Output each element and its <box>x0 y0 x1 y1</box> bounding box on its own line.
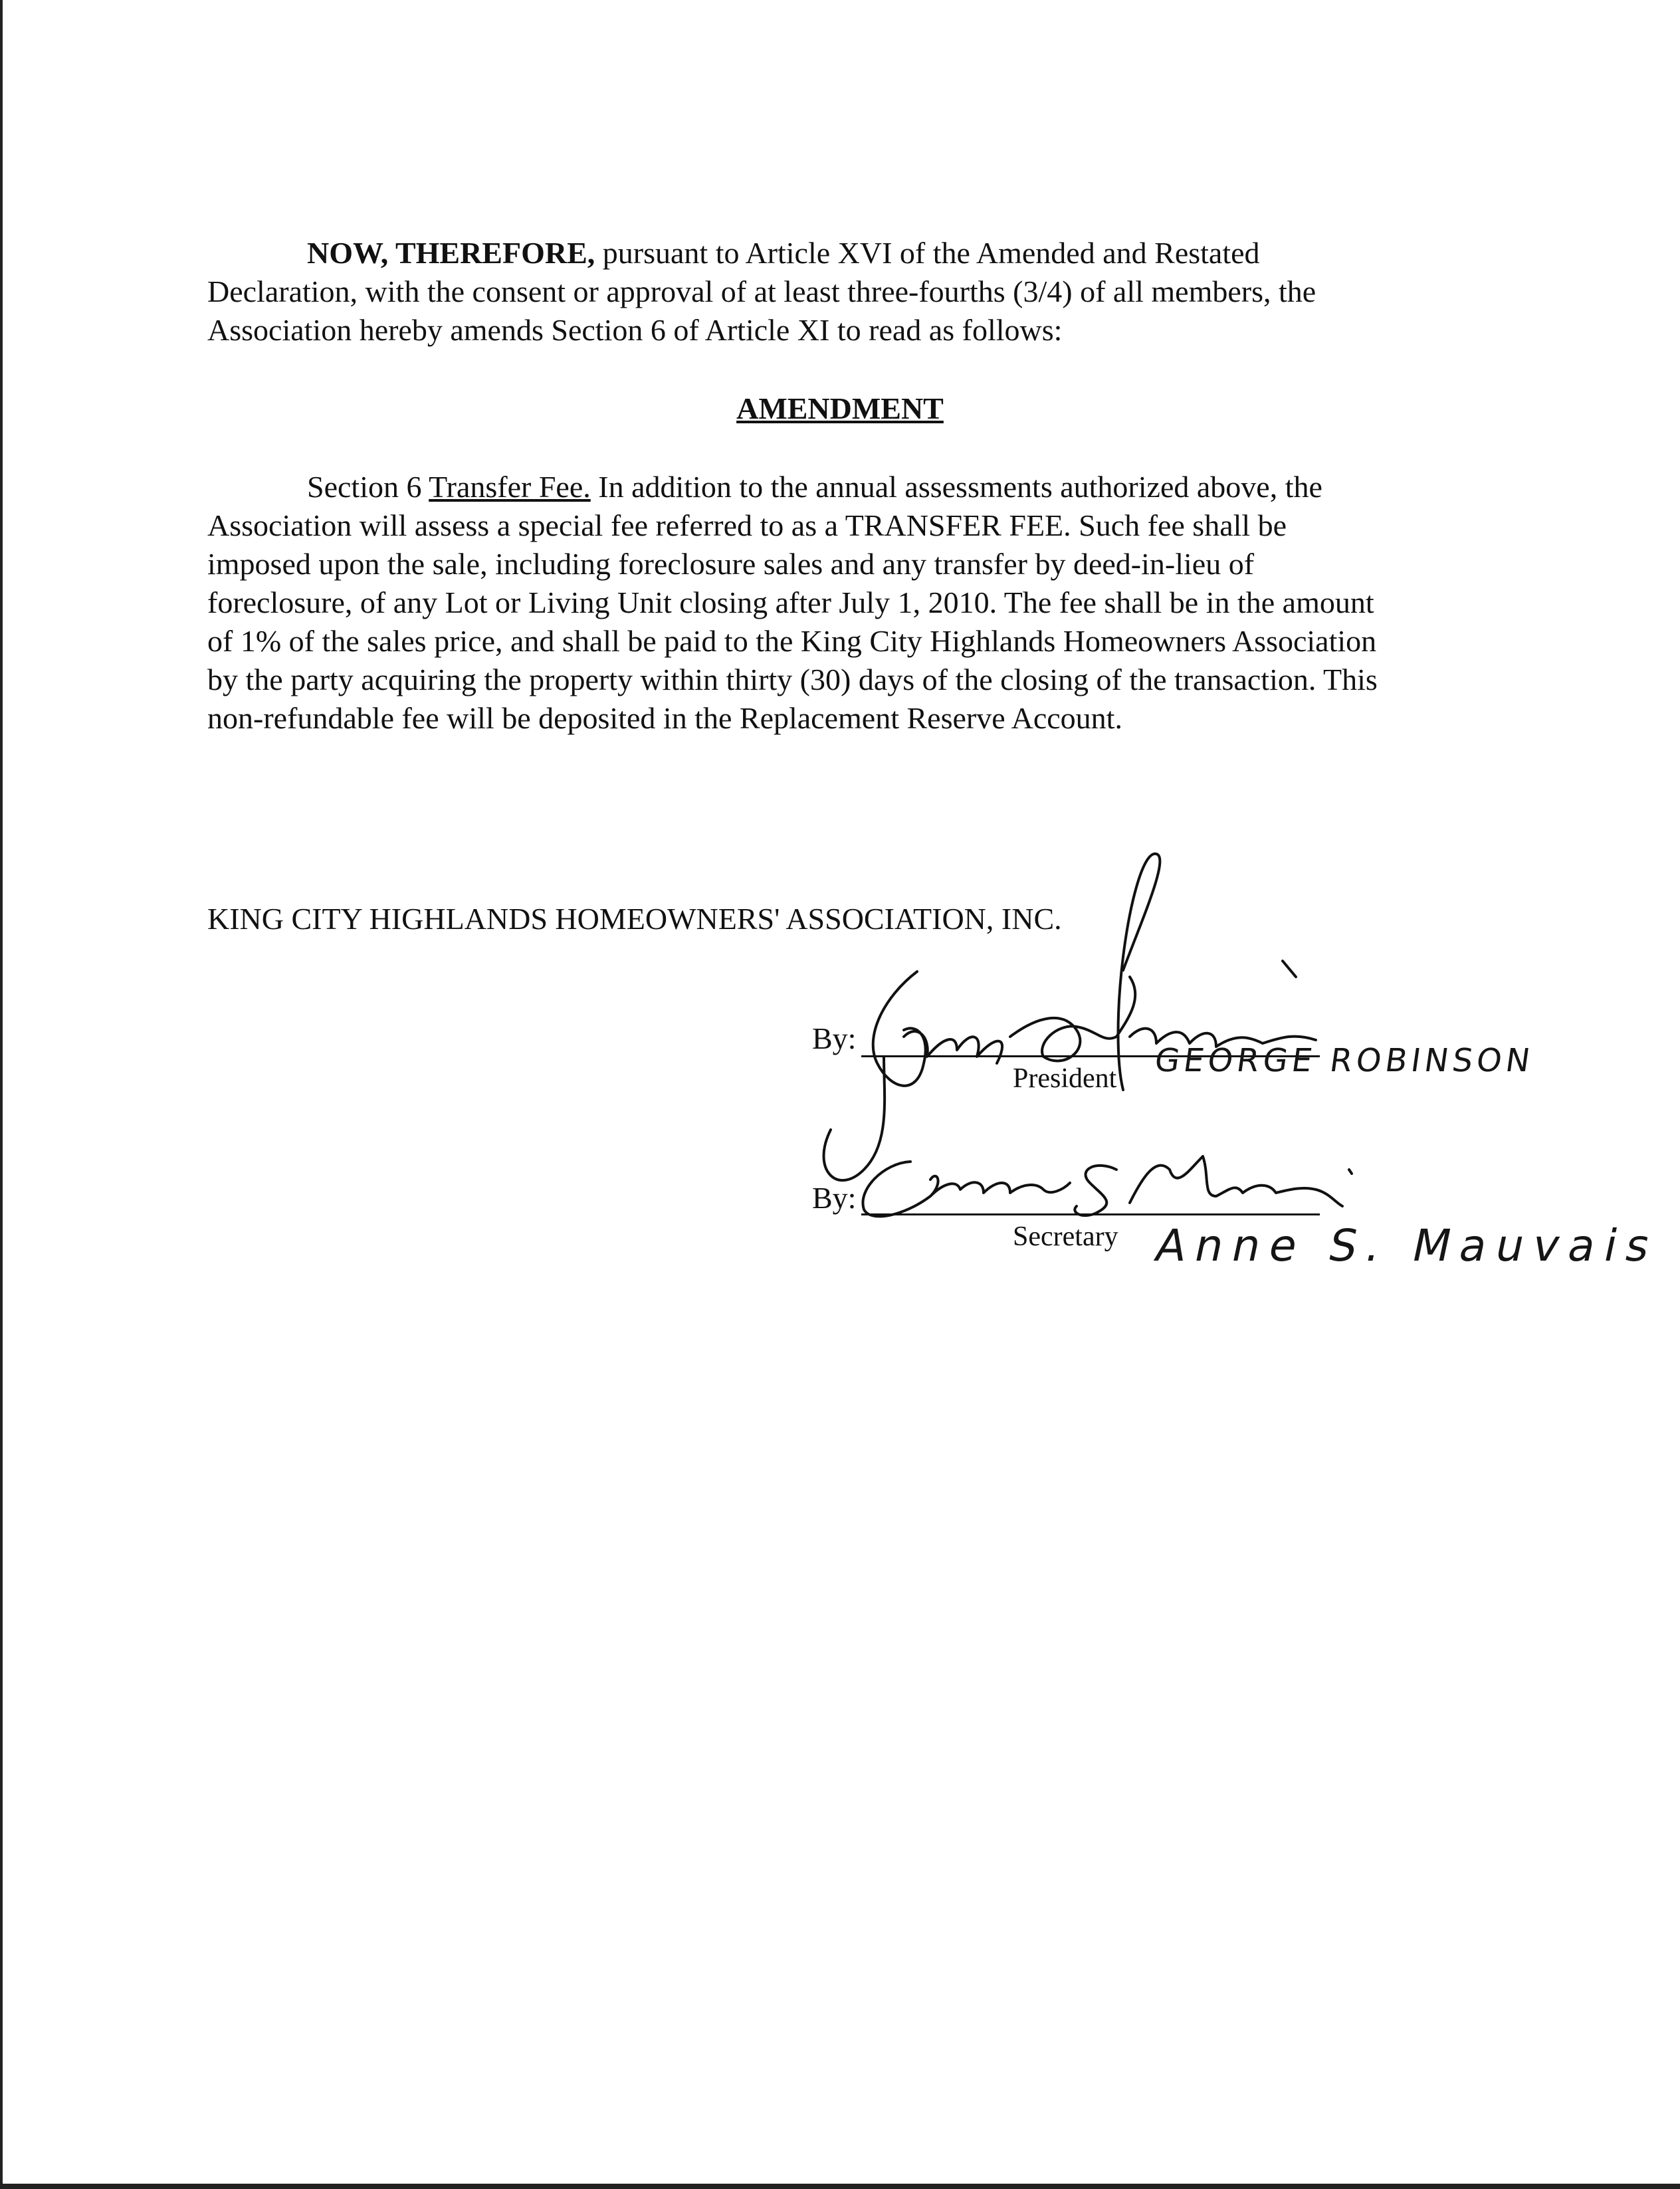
intro-paragraph <box>207 234 1510 350</box>
secretary-signature <box>863 1156 1352 1216</box>
president-role-label: President <box>1013 1063 1117 1094</box>
amendment-line-7: non-refundable fee will be deposited in the Replacement Reserve Account. <box>207 701 1122 735</box>
president-printed-name: GEORGE ROBINSON <box>1152 1042 1536 1079</box>
intro-line-3: Association hereby amends Section 6 of Article XI to read as follows: <box>207 313 1063 347</box>
president-signature-loop <box>1118 854 1160 1090</box>
amendment-line-5: of 1% of the sales price, and shall be paid to the King City Highlands Homeowners Association <box>207 624 1377 658</box>
intro-line-2: Declaration, with the consent or approval of at least three-fourths (3/4) of all members, the <box>207 274 1316 308</box>
president-signature-tick <box>1283 961 1296 977</box>
amendment-paragraph <box>207 468 1510 738</box>
secretary-role-label: Secretary <box>1013 1221 1118 1252</box>
scan-edge-bottom <box>0 2184 1680 2189</box>
intro-line-1 <box>207 234 1510 272</box>
president-by-label: By: <box>812 1021 857 1055</box>
intro-lead: NOW, THEREFORE, <box>307 236 595 270</box>
amendment-line-1 <box>207 468 1510 506</box>
secretary-signature-line <box>861 1213 1320 1215</box>
amendment-line-1-text: In addition to the annual assessments authorized above, the <box>590 470 1322 504</box>
amendment-heading: AMENDMENT <box>736 391 944 425</box>
section-prefix: Section 6 <box>307 470 429 504</box>
secretary-by-label: By: <box>812 1181 857 1215</box>
intro-line-1-text: pursuant to Article XVI of the Amended and Restated <box>595 236 1260 270</box>
amendment-line-6: by the party acquiring the property within thirty (30) days of the closing of the transaction. This <box>207 663 1378 696</box>
amendment-line-3: imposed upon the sale, including foreclosure sales and any transfer by deed-in-lieu of <box>207 547 1255 581</box>
association-name: KING CITY HIGHLANDS HOMEOWNERS' ASSOCIATION, INC. <box>207 902 1062 936</box>
secretary-printed-name: Anne S. Mauvais <box>1150 1220 1664 1271</box>
section-title: Transfer Fee. <box>429 470 591 504</box>
amendment-line-4: foreclosure, of any Lot or Living Unit closing after July 1, 2010. The fee shall be in the amount <box>207 585 1374 619</box>
amendment-line-2: Association will assess a special fee referred to as a TRANSFER FEE. Such fee shall be <box>207 508 1287 542</box>
scan-edge-left <box>0 0 3 2189</box>
